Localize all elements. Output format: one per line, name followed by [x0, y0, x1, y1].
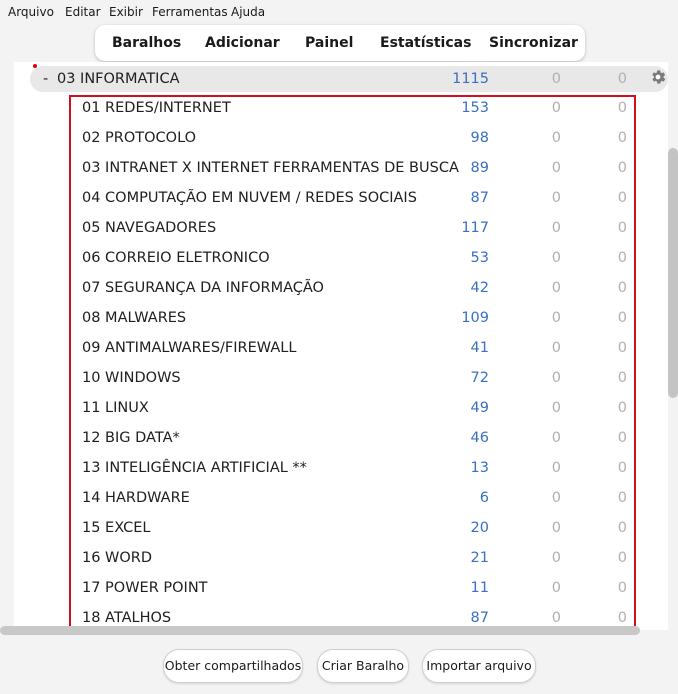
subdeck-row[interactable] [0, 483, 678, 513]
subdeck-new-count: 13 [470, 460, 489, 476]
subdeck-due-count: 0 [617, 580, 627, 596]
subdeck-name[interactable]: 15 EXCEL [82, 520, 151, 536]
subdeck-name[interactable]: 11 LINUX [82, 400, 149, 416]
subdeck-due-count: 0 [617, 610, 627, 626]
subdeck-row[interactable] [0, 93, 678, 123]
subdeck-name[interactable]: 12 BIG DATA* [82, 430, 180, 446]
dashboard-button[interactable]: Painel [305, 35, 354, 51]
subdeck-name[interactable]: 14 HARDWARE [82, 490, 190, 506]
subdeck-name[interactable]: 13 INTELIGÊNCIA ARTIFICIAL ** [82, 460, 307, 476]
subdeck-learn-count: 0 [551, 370, 561, 386]
subdeck-new-count: 41 [470, 340, 489, 356]
menu-arquivo[interactable]: Arquivo [8, 5, 54, 19]
subdeck-learn-count: 0 [551, 610, 561, 626]
create-deck-button[interactable]: Criar Baralho [317, 649, 409, 683]
subdeck-new-count: 109 [461, 310, 489, 326]
subdeck-due-count: 0 [617, 460, 627, 476]
subdeck-row[interactable] [0, 363, 678, 393]
subdeck-row[interactable] [0, 243, 678, 273]
subdeck-row[interactable] [0, 453, 678, 483]
add-button[interactable]: Adicionar [205, 35, 280, 51]
subdeck-name[interactable]: 06 CORREIO ELETRONICO [82, 250, 270, 266]
parent-deck-label: 03 INFORMATICA [57, 71, 180, 87]
subdeck-learn-count: 0 [551, 100, 561, 116]
subdeck-learn-count: 0 [551, 250, 561, 266]
menu-editar[interactable]: Editar [65, 5, 101, 19]
subdeck-name[interactable]: 18 ATALHOS [82, 610, 172, 626]
parent-new-count: 1115 [452, 71, 489, 87]
menu-ferramentas[interactable]: Ferramentas [152, 5, 228, 19]
subdeck-learn-count: 0 [551, 520, 561, 536]
subdeck-new-count: 6 [479, 490, 489, 506]
subdeck-learn-count: 0 [551, 130, 561, 146]
subdeck-row[interactable] [0, 423, 678, 453]
subdeck-learn-count: 0 [551, 340, 561, 356]
subdeck-new-count: 87 [470, 190, 489, 206]
decks-button[interactable]: Baralhos [112, 35, 182, 51]
subdeck-name[interactable]: 08 MALWARES [82, 310, 187, 326]
subdeck-name[interactable]: 05 NAVEGADORES [82, 220, 217, 236]
subdeck-due-count: 0 [617, 490, 627, 506]
subdeck-name[interactable]: 03 INTRANET X INTERNET FERRAMENTAS DE BUSCA [82, 160, 459, 176]
subdeck-row[interactable] [0, 333, 678, 363]
subdeck-new-count: 49 [470, 400, 489, 416]
subdeck-row[interactable] [0, 123, 678, 153]
subdeck-new-count: 89 [470, 160, 489, 176]
subdeck-due-count: 0 [617, 250, 627, 266]
subdeck-row[interactable] [0, 543, 678, 573]
menu-ajuda[interactable]: Ajuda [231, 5, 266, 19]
subdeck-due-count: 0 [617, 100, 627, 116]
subdeck-due-count: 0 [617, 280, 627, 296]
subdeck-new-count: 53 [470, 250, 489, 266]
subdeck-name[interactable]: 09 ANTIMALWARES/FIREWALL [82, 340, 297, 356]
subdeck-new-count: 72 [470, 370, 489, 386]
import-file-button[interactable]: Importar arquivo [422, 649, 536, 683]
subdeck-name[interactable]: 17 POWER POINT [82, 580, 208, 596]
subdeck-learn-count: 0 [551, 580, 561, 596]
subdeck-due-count: 0 [617, 190, 627, 206]
horizontal-scrollbar[interactable] [0, 626, 640, 635]
subdeck-row[interactable] [0, 273, 678, 303]
subdeck-name[interactable]: 04 COMPUTAÇÃO EM NUVEM / REDES SOCIAIS [82, 190, 417, 206]
subdeck-new-count: 87 [470, 610, 489, 626]
subdeck-learn-count: 0 [551, 460, 561, 476]
subdeck-due-count: 0 [617, 400, 627, 416]
subdeck-row[interactable] [0, 153, 678, 183]
subdeck-new-count: 21 [470, 550, 489, 566]
parent-learn-count: 0 [551, 71, 561, 87]
subdeck-new-count: 117 [461, 220, 489, 236]
subdeck-row[interactable] [0, 513, 678, 543]
subdeck-row[interactable] [0, 393, 678, 423]
subdeck-due-count: 0 [617, 520, 627, 536]
subdeck-row[interactable] [0, 213, 678, 243]
collapse-toggle[interactable]: - [43, 71, 49, 87]
subdeck-row[interactable] [0, 183, 678, 213]
subdeck-due-count: 0 [617, 340, 627, 356]
subdeck-due-count: 0 [617, 130, 627, 146]
menu-exibir[interactable]: Exibir [109, 5, 143, 19]
subdeck-learn-count: 0 [551, 190, 561, 206]
subdeck-name[interactable]: 07 SEGURANÇA DA INFORMAÇÃO [82, 280, 324, 296]
subdeck-new-count: 42 [470, 280, 489, 296]
subdeck-row[interactable] [0, 303, 678, 333]
get-shared-button[interactable]: Obter compartilhados [163, 649, 303, 683]
stats-button[interactable]: Estatísticas [380, 35, 472, 51]
subdeck-learn-count: 0 [551, 490, 561, 506]
subdeck-row[interactable] [0, 573, 678, 603]
subdeck-learn-count: 0 [551, 400, 561, 416]
menu-bar [0, 0, 678, 24]
subdeck-learn-count: 0 [551, 550, 561, 566]
subdeck-learn-count: 0 [551, 160, 561, 176]
subdeck-due-count: 0 [617, 160, 627, 176]
sync-button[interactable]: Sincronizar [489, 35, 578, 51]
subdeck-name[interactable]: 01 REDES/INTERNET [82, 100, 231, 116]
subdeck-learn-count: 0 [551, 430, 561, 446]
parent-deck-counts [0, 64, 678, 94]
subdeck-due-count: 0 [617, 550, 627, 566]
subdeck-new-count: 11 [470, 580, 489, 596]
subdeck-due-count: 0 [617, 220, 627, 236]
vertical-scrollbar[interactable] [668, 148, 678, 398]
subdeck-learn-count: 0 [551, 220, 561, 236]
subdeck-learn-count: 0 [551, 310, 561, 326]
subdeck-name[interactable]: 16 WORD [82, 550, 153, 566]
subdeck-name[interactable]: 10 WINDOWS [82, 370, 181, 386]
subdeck-learn-count: 0 [551, 280, 561, 296]
subdeck-new-count: 98 [470, 130, 489, 146]
subdeck-new-count: 46 [470, 430, 489, 446]
subdeck-due-count: 0 [617, 430, 627, 446]
subdeck-new-count: 20 [470, 520, 489, 536]
subdeck-due-count: 0 [617, 370, 627, 386]
subdeck-name[interactable]: 02 PROTOCOLO [82, 130, 197, 146]
top-navigation [95, 25, 585, 61]
subdeck-due-count: 0 [617, 310, 627, 326]
gear-icon[interactable] [649, 68, 667, 86]
parent-due-count: 0 [617, 71, 627, 87]
subdeck-new-count: 153 [461, 100, 489, 116]
